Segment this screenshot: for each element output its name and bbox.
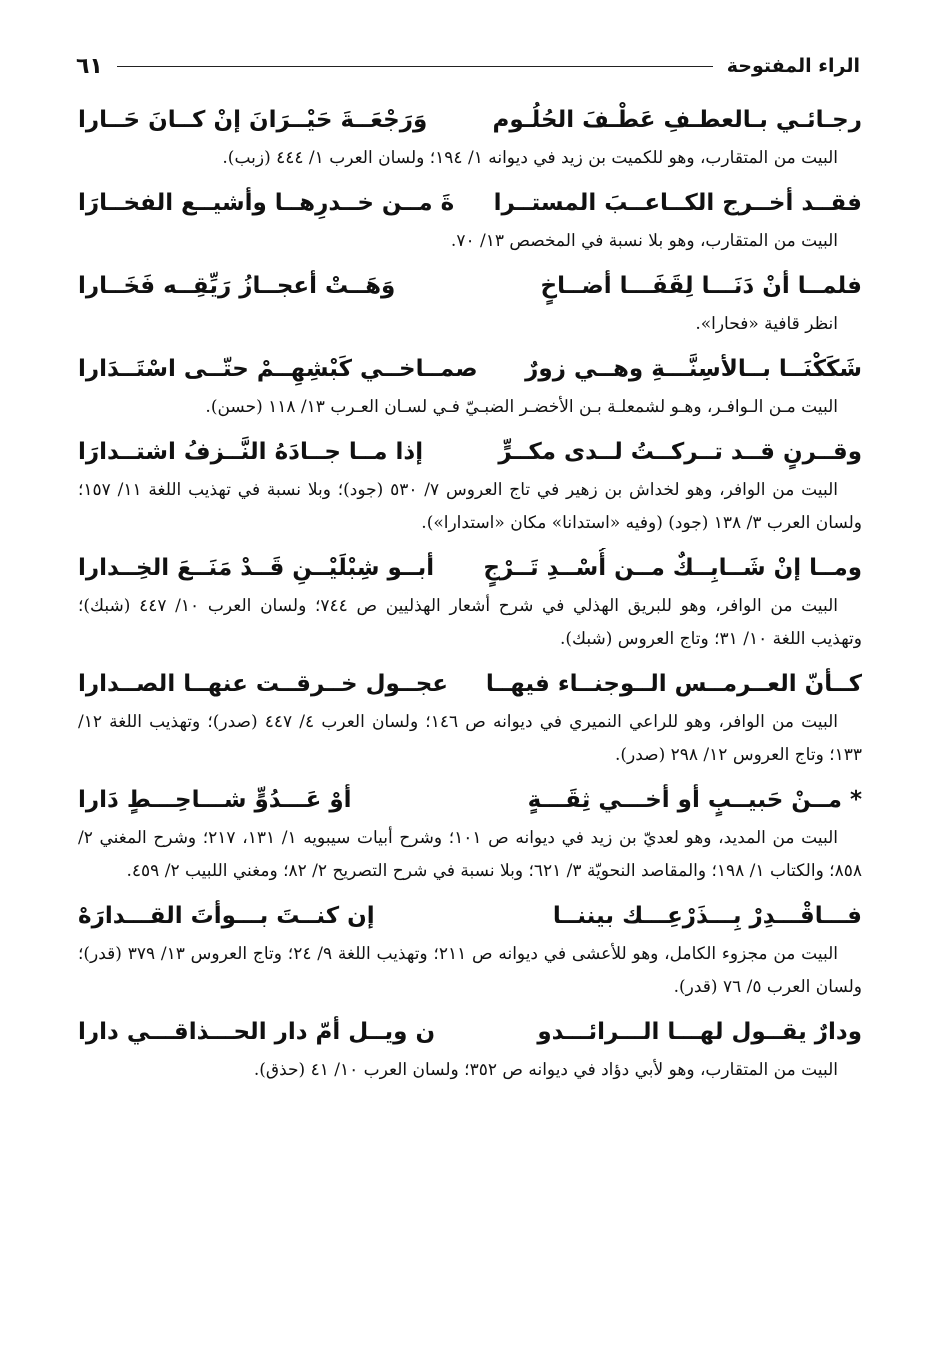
second-hemistich: أوْ عَـــدُوٍّ شـــاحِـــطٍ دَارا <box>78 787 352 813</box>
first-hemistich: شَكَكْنَــا بــالأسِنَّـــةِ وهــي زورٌ <box>525 356 862 382</box>
verse-entry <box>78 432 862 540</box>
verse-note: البيت من المتقارب، وهو لأبي دؤاد في ديوانه ص ٣٥٢؛ ولسان العرب ١٠/ ٤١ (حذق). <box>253 1060 838 1080</box>
first-hemistich: رجـائـي بـالعطـفِ عَطْـفَ الحُلُـوم <box>492 107 862 133</box>
verse-note: البيت من مجزوء الكامل، وهو للأعشى في ديوانه ص ٢١١؛ وتهذيب اللغة ٩/ ٢٤؛ وتاج العروس ١٣/ ٣٧٩ (قدر)؛ ولسان العرب ٥/ ٧٦ (قدر). <box>78 944 862 997</box>
verse-note: البيت من المديد، وهو لعديّ بن زيد في ديوانه ص ١٠١؛ وشرح أبيات سيبويه ١/ ١٣١، ٢١٧؛ وشرح المغني ٢/ ٨٥٨؛ والكتاب ١/ ١٩٨؛ والمقاصد النحويّة ٣/ ٦٢١؛ وبلا نسبة في شرح التصريح ٢/ ٨٢؛ ومغني اللبيب ٢/ ٤٥٩. <box>78 828 862 881</box>
verse-entry <box>78 780 862 888</box>
first-hemistich: فقــد أخــرج الكــاعــبَ المستــرا <box>493 190 862 216</box>
verse-note: البيت من المتقارب، وهو للكميت بن زيد في ديوانه ١/ ١٩٤؛ ولسان العرب ١/ ٤٤٤ (زبب). <box>222 148 838 168</box>
second-hemistich: إذا مــا جــادَهُ النَّــزفُ اشتــدارَا <box>78 439 424 465</box>
verse-entry <box>78 664 862 772</box>
verse-note: البيت من المتقارب، وهو بلا نسبة في المخصص ١٣/ ٧٠. <box>450 231 838 251</box>
verse-line <box>78 664 862 704</box>
verse-entry <box>78 183 862 258</box>
verse-line <box>78 349 862 389</box>
verse-note: البيت مـن الـوافـر، وهـو لشمعلـة بـن الأخضـر الضبـيّ فـي لسـان العـرب ١٣/ ١١٨ (حسن). <box>205 397 838 417</box>
first-hemistich: ودارٌ يقــول لهـــا الـــرائـــدو <box>537 1019 862 1045</box>
second-hemistich: ةَ مــن خــدرِهــا وأشيــع الفخــارَا <box>78 190 455 216</box>
second-hemistich: أبــو شِبْلَيْــنِ قَــدْ مَنَــعَ الخِــدارا <box>78 555 435 581</box>
first-hemistich: * مــنْ حَبيــبٍ أو أخـــي ثِقَـــةٍ <box>527 787 862 813</box>
verse-line <box>78 1012 862 1052</box>
page-number: ٦١ <box>76 53 103 79</box>
first-hemistich: كــأنّ العــرمــس الــوجنــاء فيهــا <box>485 671 862 697</box>
chapter-title: الراء المفتوحة <box>726 55 860 77</box>
verse-entry <box>78 1012 862 1087</box>
second-hemistich: عجــول خــرقــت عنهــا الصــدارا <box>78 671 448 697</box>
running-header <box>76 46 860 86</box>
first-hemistich: فلمــا أنْ دَنَـــا لِقَفَـــا أضــاخٍ <box>540 273 862 299</box>
verse-entry <box>78 266 862 341</box>
verse-line <box>78 266 862 306</box>
first-hemistich: وقــرنٍ قــد تــركــتُ لــدى مكــرٍّ <box>498 439 862 465</box>
first-hemistich: ومــا إنْ شَــابِــكٌ مــن أُسْــدِ تَــرْجٍ <box>483 555 862 581</box>
verse-entry <box>78 548 862 656</box>
verse-line <box>78 432 862 472</box>
second-hemistich: وَهَــتْ أعجــازُ رَيِّقِــه فَخَــارا <box>78 273 396 299</box>
second-hemistich: إن كنــتَ بـــوأتَ القـــدارَهْ <box>78 903 375 929</box>
verse-line <box>78 100 862 140</box>
verse-line <box>78 896 862 936</box>
verse-entry <box>78 349 862 424</box>
verse-entry <box>78 100 862 175</box>
verse-note: انظر قافية «فحارا». <box>695 314 838 334</box>
verse-line <box>78 548 862 588</box>
second-hemistich: ن ويــل أمّ دار الحـــذاقـــي دارا <box>78 1019 436 1045</box>
second-hemistich: صمــاخــي كَبْشِهِــمْ حتّــى اسْتَــدَارا <box>78 356 478 382</box>
verse-note: البيت من الوافر، وهو للراعي النميري في ديوانه ص ١٤٦؛ ولسان العرب ٤/ ٤٤٧ (صدر)؛ وتهذيب اللغة ١٢/ ١٣٣؛ وتاج العروس ١٢/ ٢٩٨ (صدر). <box>78 712 862 765</box>
verse-note: البيت من الوافر، وهو لخداش بن زهير في تاج العروس ٧/ ٥٣٠ (جود)؛ وبلا نسبة في تهذيب اللغة ١١/ ١٥٧؛ ولسان العرب ٣/ ١٣٨ (جود) (وفيه «استدانا» مكان «استدارا»). <box>78 480 862 533</box>
verse-line <box>78 183 862 223</box>
second-hemistich: وَرَجْعَــةَ حَيْــرَانَ إنْ كــانَ حَــارا <box>78 107 428 133</box>
verse-note: البيت من الوافر، وهو للبريق الهذلي في شرح أشعار الهذليين ص ٧٤٤؛ ولسان العرب ١٠/ ٤٤٧ (شبك)؛ وتهذيب اللغة ١٠/ ٣١؛ وتاج العروس (شبك). <box>78 596 862 649</box>
header-rule <box>117 66 713 67</box>
verse-line <box>78 780 862 820</box>
verse-entry <box>78 896 862 1004</box>
first-hemistich: فـــاقْـــدِرْ بِـــذَرْعِـــك بيننــا <box>552 903 862 929</box>
verse-list <box>78 100 862 1095</box>
